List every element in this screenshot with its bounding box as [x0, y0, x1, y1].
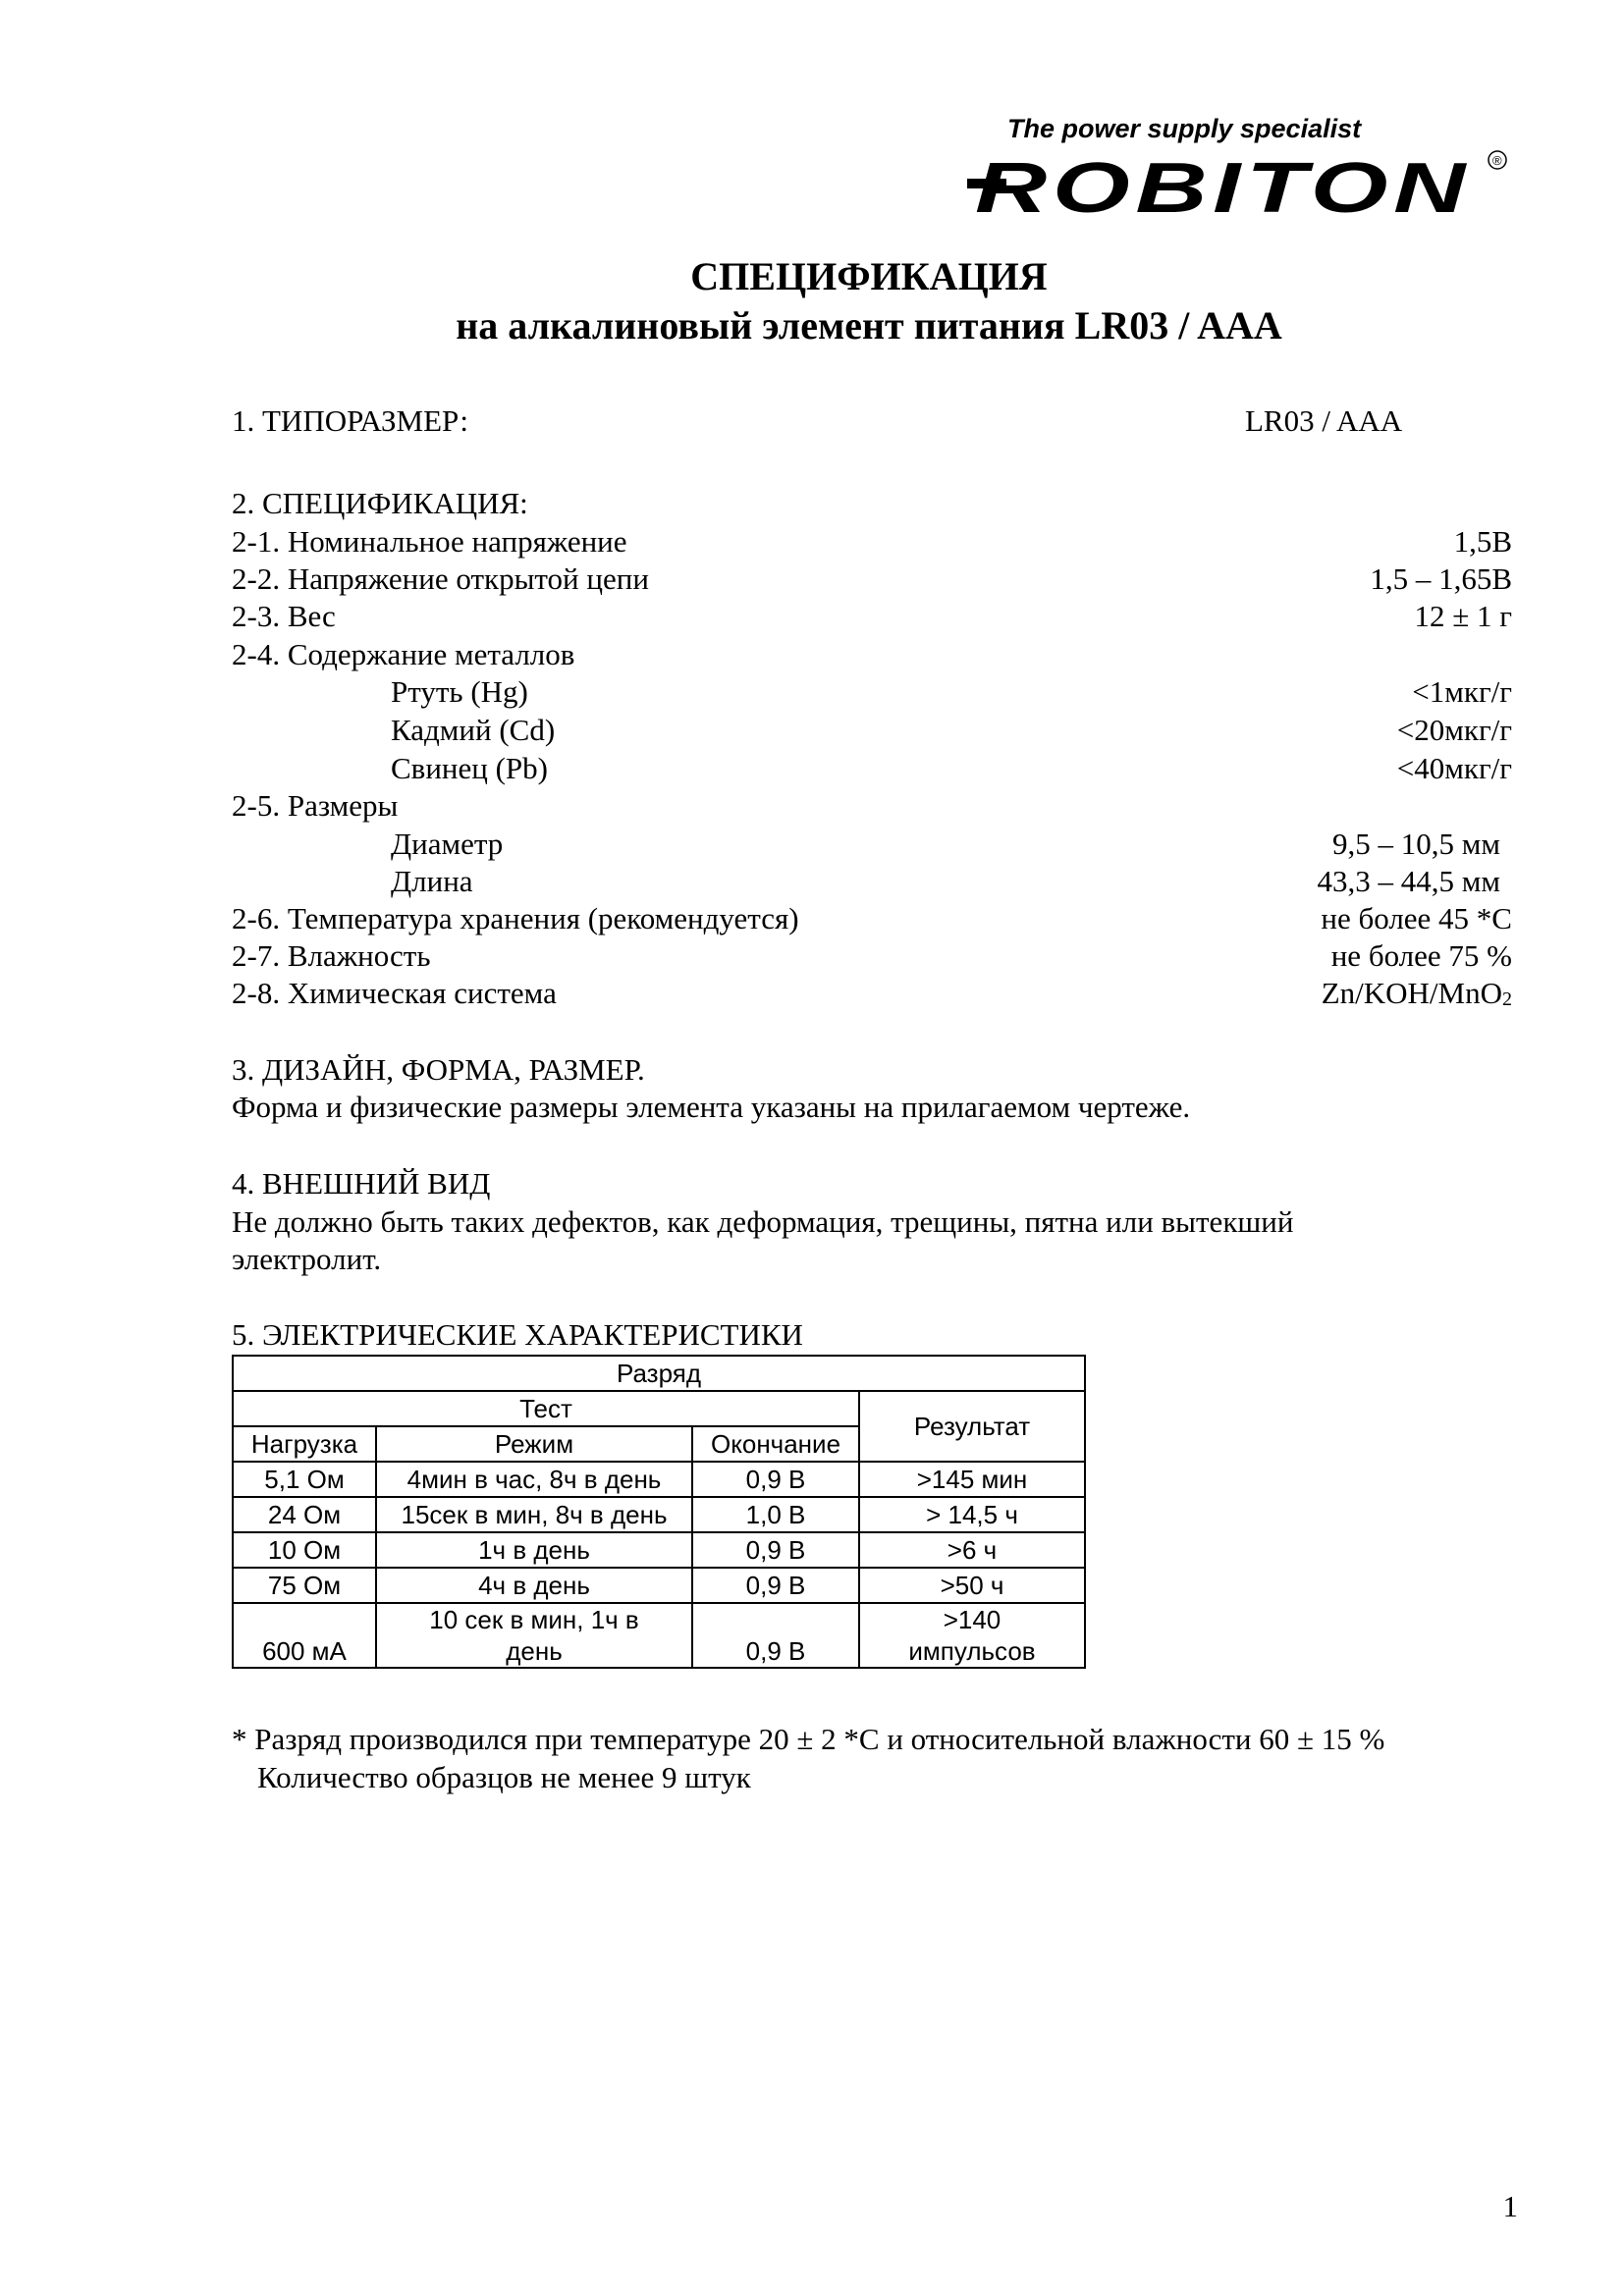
spec-value: 43,3 – 44,5 мм	[1317, 864, 1500, 898]
section1-label: 1. ТИПОРАЗМЕР:	[232, 403, 469, 438]
table-cell: 1ч в день	[376, 1532, 692, 1568]
table-cell: 4мин в час, 8ч в день	[376, 1462, 692, 1497]
electrical-characteristics-table	[232, 1355, 1086, 1669]
table-cell-line: день	[506, 1636, 563, 1666]
table-cell: >50 ч	[859, 1568, 1085, 1603]
table-cell: >6 ч	[859, 1532, 1085, 1568]
table-cell: 0,9 В	[692, 1462, 859, 1497]
table-row	[233, 1603, 1085, 1668]
table-cell: 24 Ом	[233, 1497, 376, 1532]
page-number: 1	[1502, 2189, 1518, 2223]
section4-heading: 4. ВНЕШНИЙ ВИД	[232, 1166, 491, 1201]
table-cell: 600 мА	[233, 1603, 376, 1668]
spec-sublabel: Кадмий (Cd)	[391, 713, 556, 747]
spec-value: 12 ± 1 г	[1414, 599, 1512, 633]
section5-heading: 5. ЭЛЕКТРИЧЕСКИЕ ХАРАКТЕРИСТИКИ	[232, 1317, 803, 1352]
table-cell: 10 Ом	[233, 1532, 376, 1568]
table-cell-line: >140	[943, 1605, 1001, 1634]
spec-value: не более 75 %	[1330, 938, 1512, 973]
spec-value: 1,5В	[1453, 524, 1512, 559]
spec-sublabel: Диаметр	[391, 827, 504, 861]
table-cell-line: 10 сек в мин, 1ч в	[429, 1605, 639, 1634]
spec-sublabel: Свинец (Pb)	[391, 751, 548, 785]
document-subtitle: на алкалиновый элемент питания LR03 / AAA	[456, 303, 1282, 347]
table-cell: 1,0 В	[692, 1497, 859, 1532]
table-cell: 4ч в день	[376, 1568, 692, 1603]
spec-label: 2-5. Размеры	[232, 788, 399, 823]
spec-label: 2-4. Содержание металлов	[232, 637, 575, 671]
section3-text: Форма и физические размеры элемента указаны на прилагаемом чертеже.	[232, 1090, 1191, 1124]
spec-value: не более 45 *C	[1321, 901, 1512, 935]
spec-sublabel: Ртуть (Hg)	[391, 674, 528, 709]
spec-label: 2-2. Напряжение открытой цепи	[232, 561, 649, 596]
table-row	[233, 1462, 1085, 1497]
spec-value: 9,5 – 10,5 мм	[1332, 827, 1500, 861]
spec-value: <40мкг/г	[1396, 751, 1512, 785]
table-header-test: Тест	[233, 1391, 859, 1426]
table-row	[233, 1356, 1085, 1391]
table-cell	[376, 1603, 692, 1668]
table-cell-line: импульсов	[908, 1636, 1036, 1666]
table-row	[233, 1532, 1085, 1568]
spec-label: 2-1. Номинальное напряжение	[232, 524, 627, 559]
spec-label: 2-3. Вес	[232, 599, 336, 633]
logo-brand: ROBITON	[975, 149, 1471, 223]
spec-sublabel: Длина	[391, 864, 473, 898]
registered-mark: ®	[1492, 153, 1502, 168]
spec-value: 1,5 – 1,65В	[1370, 561, 1512, 596]
robiton-logo	[967, 110, 1527, 223]
footnote-line2: Количество образцов не менее 9 штук	[257, 1760, 751, 1794]
table-cell: 0,9 В	[692, 1532, 859, 1568]
section1-value: LR03 / AAA	[1245, 403, 1403, 438]
table-cell: >145 мин	[859, 1462, 1085, 1497]
table-row	[233, 1391, 1085, 1426]
table-header-end: Окончание	[692, 1426, 859, 1462]
table-header-mode: Режим	[376, 1426, 692, 1462]
spec-value: <20мкг/г	[1396, 713, 1512, 747]
table-row	[233, 1568, 1085, 1603]
section4-text: электролит.	[232, 1242, 382, 1276]
table-header-result: Результат	[859, 1391, 1085, 1462]
spec-label: 2-7. Влажность	[232, 938, 431, 973]
chemical-system-value: Zn/KOH/MnO$_2$	[1321, 976, 1512, 1010]
table-cell	[859, 1603, 1085, 1668]
robiton-wordmark	[967, 149, 1527, 223]
table-cell: 0,9 В	[692, 1568, 859, 1603]
footnote-line1: * Разряд производился при температуре 20 ± 2 *C и относительной влажности 60 ± 15 %	[232, 1722, 1385, 1756]
table-header-discharge: Разряд	[233, 1356, 1085, 1391]
table-row	[233, 1497, 1085, 1532]
section4-text: Не должно быть таких дефектов, как деформация, трещины, пятна или вытекший	[232, 1204, 1294, 1239]
section3-heading: 3. ДИЗАЙН, ФОРМА, РАЗМЕР.	[232, 1052, 645, 1087]
table-cell: 75 Ом	[233, 1568, 376, 1603]
section2-heading: 2. СПЕЦИФИКАЦИЯ:	[232, 486, 528, 520]
table-cell: > 14,5 ч	[859, 1497, 1085, 1532]
logo-tagline: The power supply specialist	[1007, 114, 1362, 143]
table-cell: 5,1 Ом	[233, 1462, 376, 1497]
spec-value: <1мкг/г	[1412, 674, 1512, 709]
table-cell: 15сек в мин, 8ч в день	[376, 1497, 692, 1532]
document-title: СПЕЦИФИКАЦИЯ	[690, 254, 1048, 298]
spec-label: 2-8. Химическая система	[232, 976, 557, 1010]
table-header-load: Нагрузка	[233, 1426, 376, 1462]
spec-label: 2-6. Температура хранения (рекомендуется)	[232, 901, 799, 935]
table-cell: 0,9 В	[692, 1603, 859, 1668]
